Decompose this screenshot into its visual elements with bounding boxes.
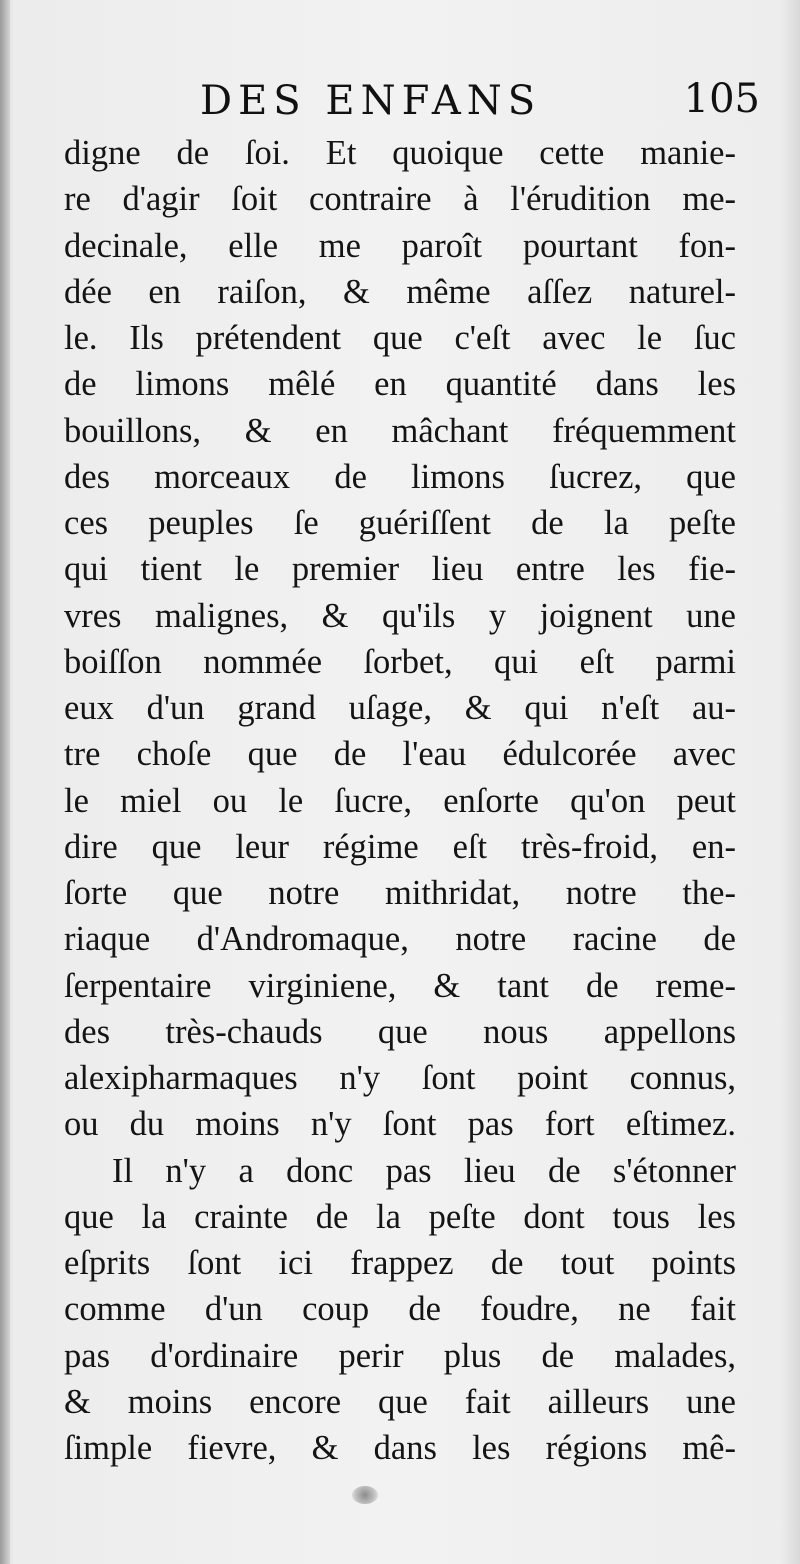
text-line: ces peuples ſe guériſſent de la peſte xyxy=(64,504,736,542)
ink-smudge xyxy=(352,1486,378,1504)
page-header xyxy=(60,70,760,130)
text-line: dire que leur régime eſt très-froid, en- xyxy=(64,827,736,866)
text-line: le miel ou le ſucre, enſorte qu'on peut xyxy=(64,781,736,820)
text-line: des très-chauds que nous appellons xyxy=(64,1012,736,1051)
text-line: bouillons, & en mâchant fréquemment xyxy=(64,411,736,450)
text-line: le. Ils prétendent que c'eſt avec le ſuc xyxy=(64,319,736,357)
paragraph-2 xyxy=(64,1148,736,1472)
text-line: Il n'y a donc pas lieu de s'étonner xyxy=(112,1151,736,1190)
running-head: DES ENFANS xyxy=(200,78,542,124)
text-line: vres malignes, & qu'ils y joignent une xyxy=(64,596,736,635)
text-line: qui tient le premier lieu entre les fie- xyxy=(64,550,736,589)
text-line: de limons mêlé en quantité dans les xyxy=(64,365,736,404)
paragraph-1 xyxy=(64,130,736,1148)
text-line: ſimple fievre, & dans les régions mê- xyxy=(64,1429,736,1467)
text-line: ou du moins n'y ſont pas fort eſtimez. xyxy=(64,1105,736,1144)
text-line: boiſſon nommée ſorbet, qui eſt parmi xyxy=(64,642,736,681)
text-line: ſerpentaire virginiene, & tant de reme- xyxy=(64,966,736,1005)
text-line: eux d'un grand uſage, & qui n'eſt au- xyxy=(64,689,736,727)
text-line: alexipharmaques n'y ſont point connus, xyxy=(64,1059,736,1097)
text-line: des morceaux de limons ſucrez, que xyxy=(64,457,736,496)
text-line: dée en raiſon, & même aſſez naturel- xyxy=(64,272,736,311)
text-line: tre choſe que de l'eau édulcorée avec xyxy=(64,735,736,774)
binding-edge xyxy=(0,0,10,1564)
text-line: digne de ſoi. Et quoique cette manie- xyxy=(64,134,736,172)
text-line: decinale, elle me paroît pourtant fon- xyxy=(64,226,736,265)
text-line: eſprits ſont ici frappez de tout points xyxy=(64,1244,736,1282)
text-line: & moins encore que fait ailleurs une xyxy=(64,1382,736,1421)
text-line: pas d'ordinaire perir plus de malades, xyxy=(64,1336,736,1375)
page-number: 105 xyxy=(683,76,760,122)
text-line: re d'agir ſoit contraire à l'érudition me- xyxy=(64,180,736,219)
body-text xyxy=(64,130,736,1471)
text-line: que la crainte de la peſte dont tous les xyxy=(64,1197,736,1236)
text-line: riaque d'Andromaque, notre racine de xyxy=(64,920,736,959)
text-line: comme d'un coup de foudre, ne fait xyxy=(64,1290,736,1329)
text-line: ſorte que notre mithridat, notre the- xyxy=(64,874,736,912)
